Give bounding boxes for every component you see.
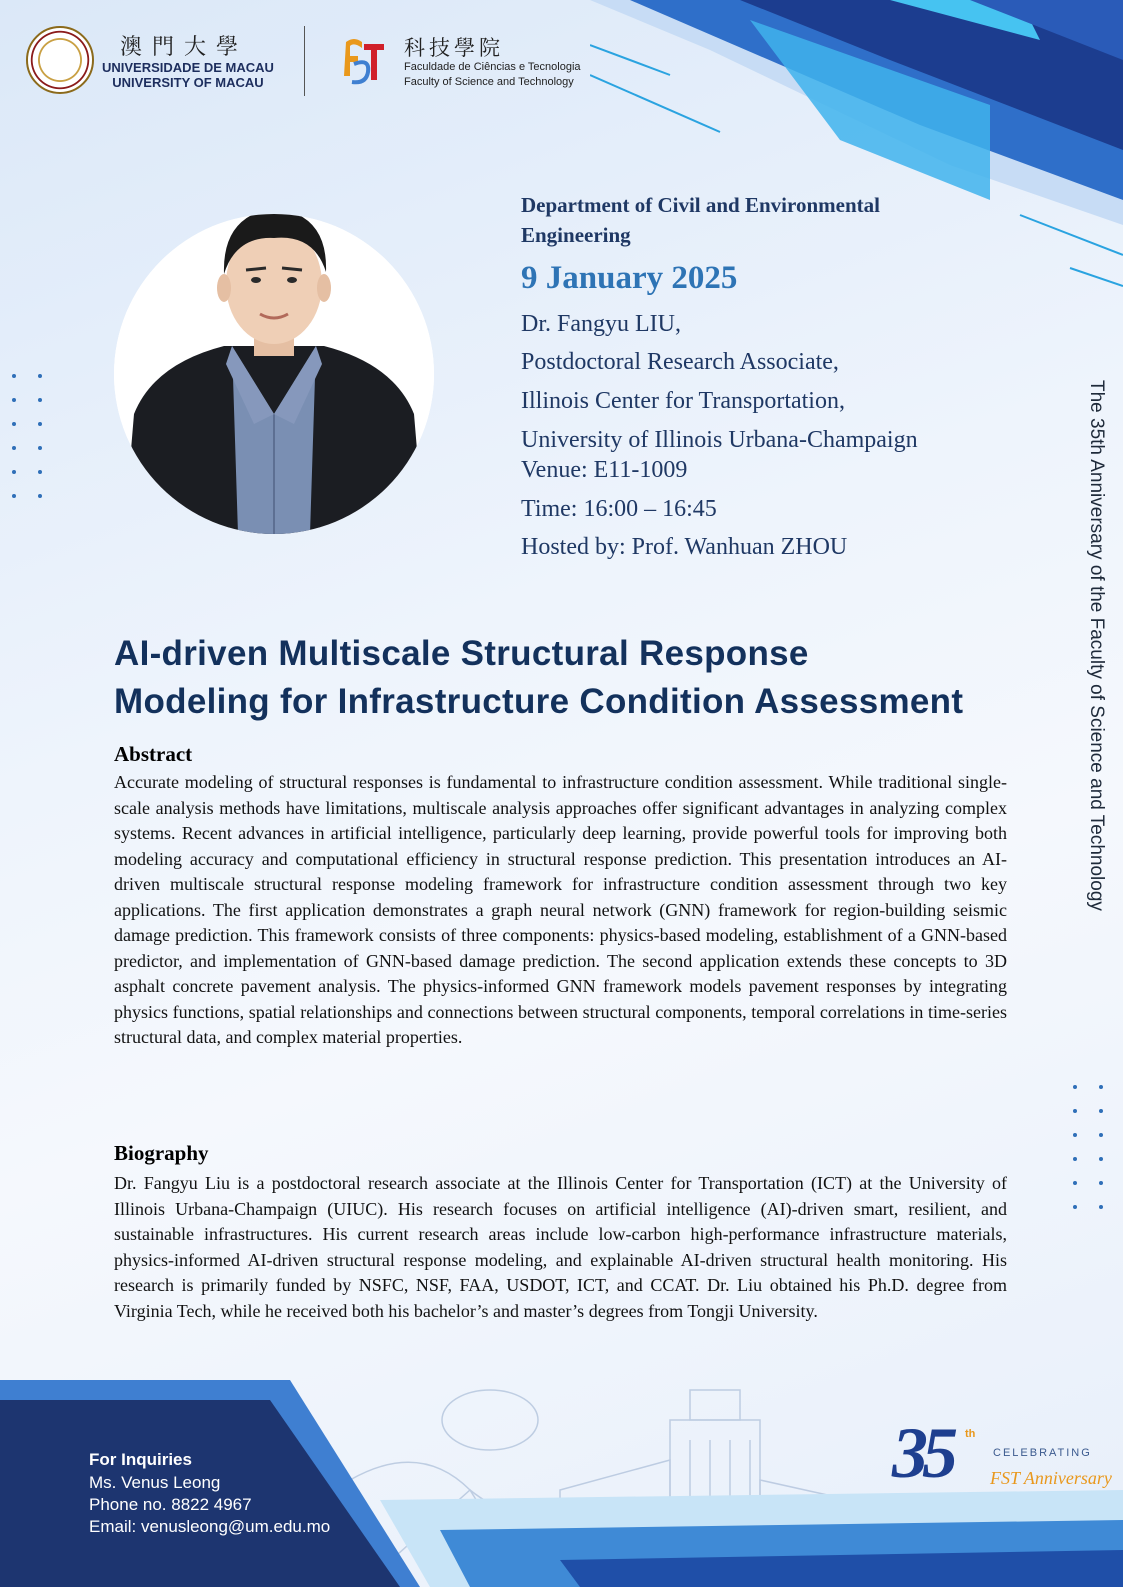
inquiries-email[interactable]: Email: venusleong@um.edu.mo <box>89 1517 331 1536</box>
department-name: Department of Civil and Environmental Engineering <box>521 193 880 247</box>
speaker-center: Illinois Center for Transportation, <box>521 388 845 414</box>
inquiries-contact: Ms. Venus Leong <box>89 1473 221 1492</box>
inquiries-phone: Phone no. 8822 4967 <box>89 1495 252 1514</box>
event-date: 9 January 2025 <box>521 260 738 296</box>
um-name-block <box>102 60 274 90</box>
fst-name-block <box>404 60 581 90</box>
biography-heading: Biography <box>114 1141 209 1165</box>
anniversary-celebrating: CELEBRATING <box>993 1447 1092 1459</box>
decorative-dots-right <box>1073 1085 1113 1215</box>
fst-name-english: Faculty of Science and Technology <box>404 76 574 88</box>
talk-title-line1: AI-driven Multiscale Structural Response <box>114 634 809 673</box>
biography-text: Dr. Fangyu Liu is a postdoctoral research associate at the Illinois Center for Transportation (ICT) at the University of Illinois Urbana-Champaign (UIUC). His research focuses on artificial intelligence (AI)-driven smart, resilient, and sustainable infrastructures. His current research areas include low-carbon high-performance infrastructure materials, physics-informed AI-driven structural response modeling, and explainable AI-driven structural health monitoring. His research is primarily funded by NSFC, NSF, FAA, USDOT, ICT, and CCAT. Dr. Liu obtained his Ph.D. degree from Virginia Tech, while he received both his bachelor’s and master’s degrees from Tongji University. <box>114 1173 1007 1321</box>
anniversary-number: 35 <box>892 1413 952 1493</box>
speaker-position: Postdoctoral Research Associate, <box>521 349 839 375</box>
event-venue: Venue: E11-1009 <box>521 457 688 483</box>
speaker-university: University of Illinois Urbana-Champaign <box>521 427 918 453</box>
inquiries-title: For Inquiries <box>89 1450 192 1469</box>
um-name-english: UNIVERSITY OF MACAU <box>112 75 264 90</box>
event-time: Time: 16:00 – 16:45 <box>521 496 717 522</box>
fst-name-chinese: 科技學院 <box>404 36 504 60</box>
talk-title <box>114 630 1014 726</box>
anniversary-label: FST Anniversary <box>990 1468 1112 1488</box>
abstract-text: Accurate modeling of structural responses is fundamental to infrastructure condition assessment. While traditional single-scale analysis methods have limitations, multiscale analysis approaches offer significant advantages in analyzing complex systems. Recent advances in artificial intelligence, particularly deep learning, provide powerful tools for improving both modeling accuracy and computational efficiency in structural response prediction. This presentation introduces an AI-driven multiscale structural response modeling framework for infrastructure condition assessment through two key applications. The first application demonstrates a graph neural network (GNN) framework for region-building seismic damage prediction. This framework consists of three components: physics-based modeling, establishment of a GNN-based predictor, and implementation of GNN-based damage prediction. The second application extends these concepts to 3D asphalt concrete pavement analysis. The physics-informed GNN framework models pavement responses by integrating physics functions, spatial relationships and connections between structural components, temporal correlations in time-series structural data, and complex material properties. <box>114 772 1007 1047</box>
talk-title-line2: Modeling for Infrastructure Condition Assessment <box>114 682 964 721</box>
university-of-macau-seal-logo <box>26 26 94 94</box>
speaker-photo <box>114 214 434 534</box>
speaker-name: Dr. Fangyu LIU, <box>521 311 681 337</box>
decorative-dots-left <box>12 374 52 504</box>
fst-logo-icon <box>340 34 388 90</box>
anniversary-suffix: th <box>965 1428 976 1440</box>
speaker-portrait-illustration <box>114 214 434 534</box>
um-name-chinese: 澳門大學 <box>120 35 249 60</box>
anniversary-side-text: The 35th Anniversary of the Faculty of Science and Technology <box>1086 380 1107 911</box>
um-name-portuguese: UNIVERSIDADE DE MACAU <box>102 60 274 75</box>
fst-name-portuguese: Faculdade de Ciências e Tecnologia <box>404 61 581 73</box>
abstract-heading: Abstract <box>114 742 193 766</box>
header-divider <box>304 26 305 96</box>
event-host: Hosted by: Prof. Wanhuan ZHOU <box>521 534 848 560</box>
